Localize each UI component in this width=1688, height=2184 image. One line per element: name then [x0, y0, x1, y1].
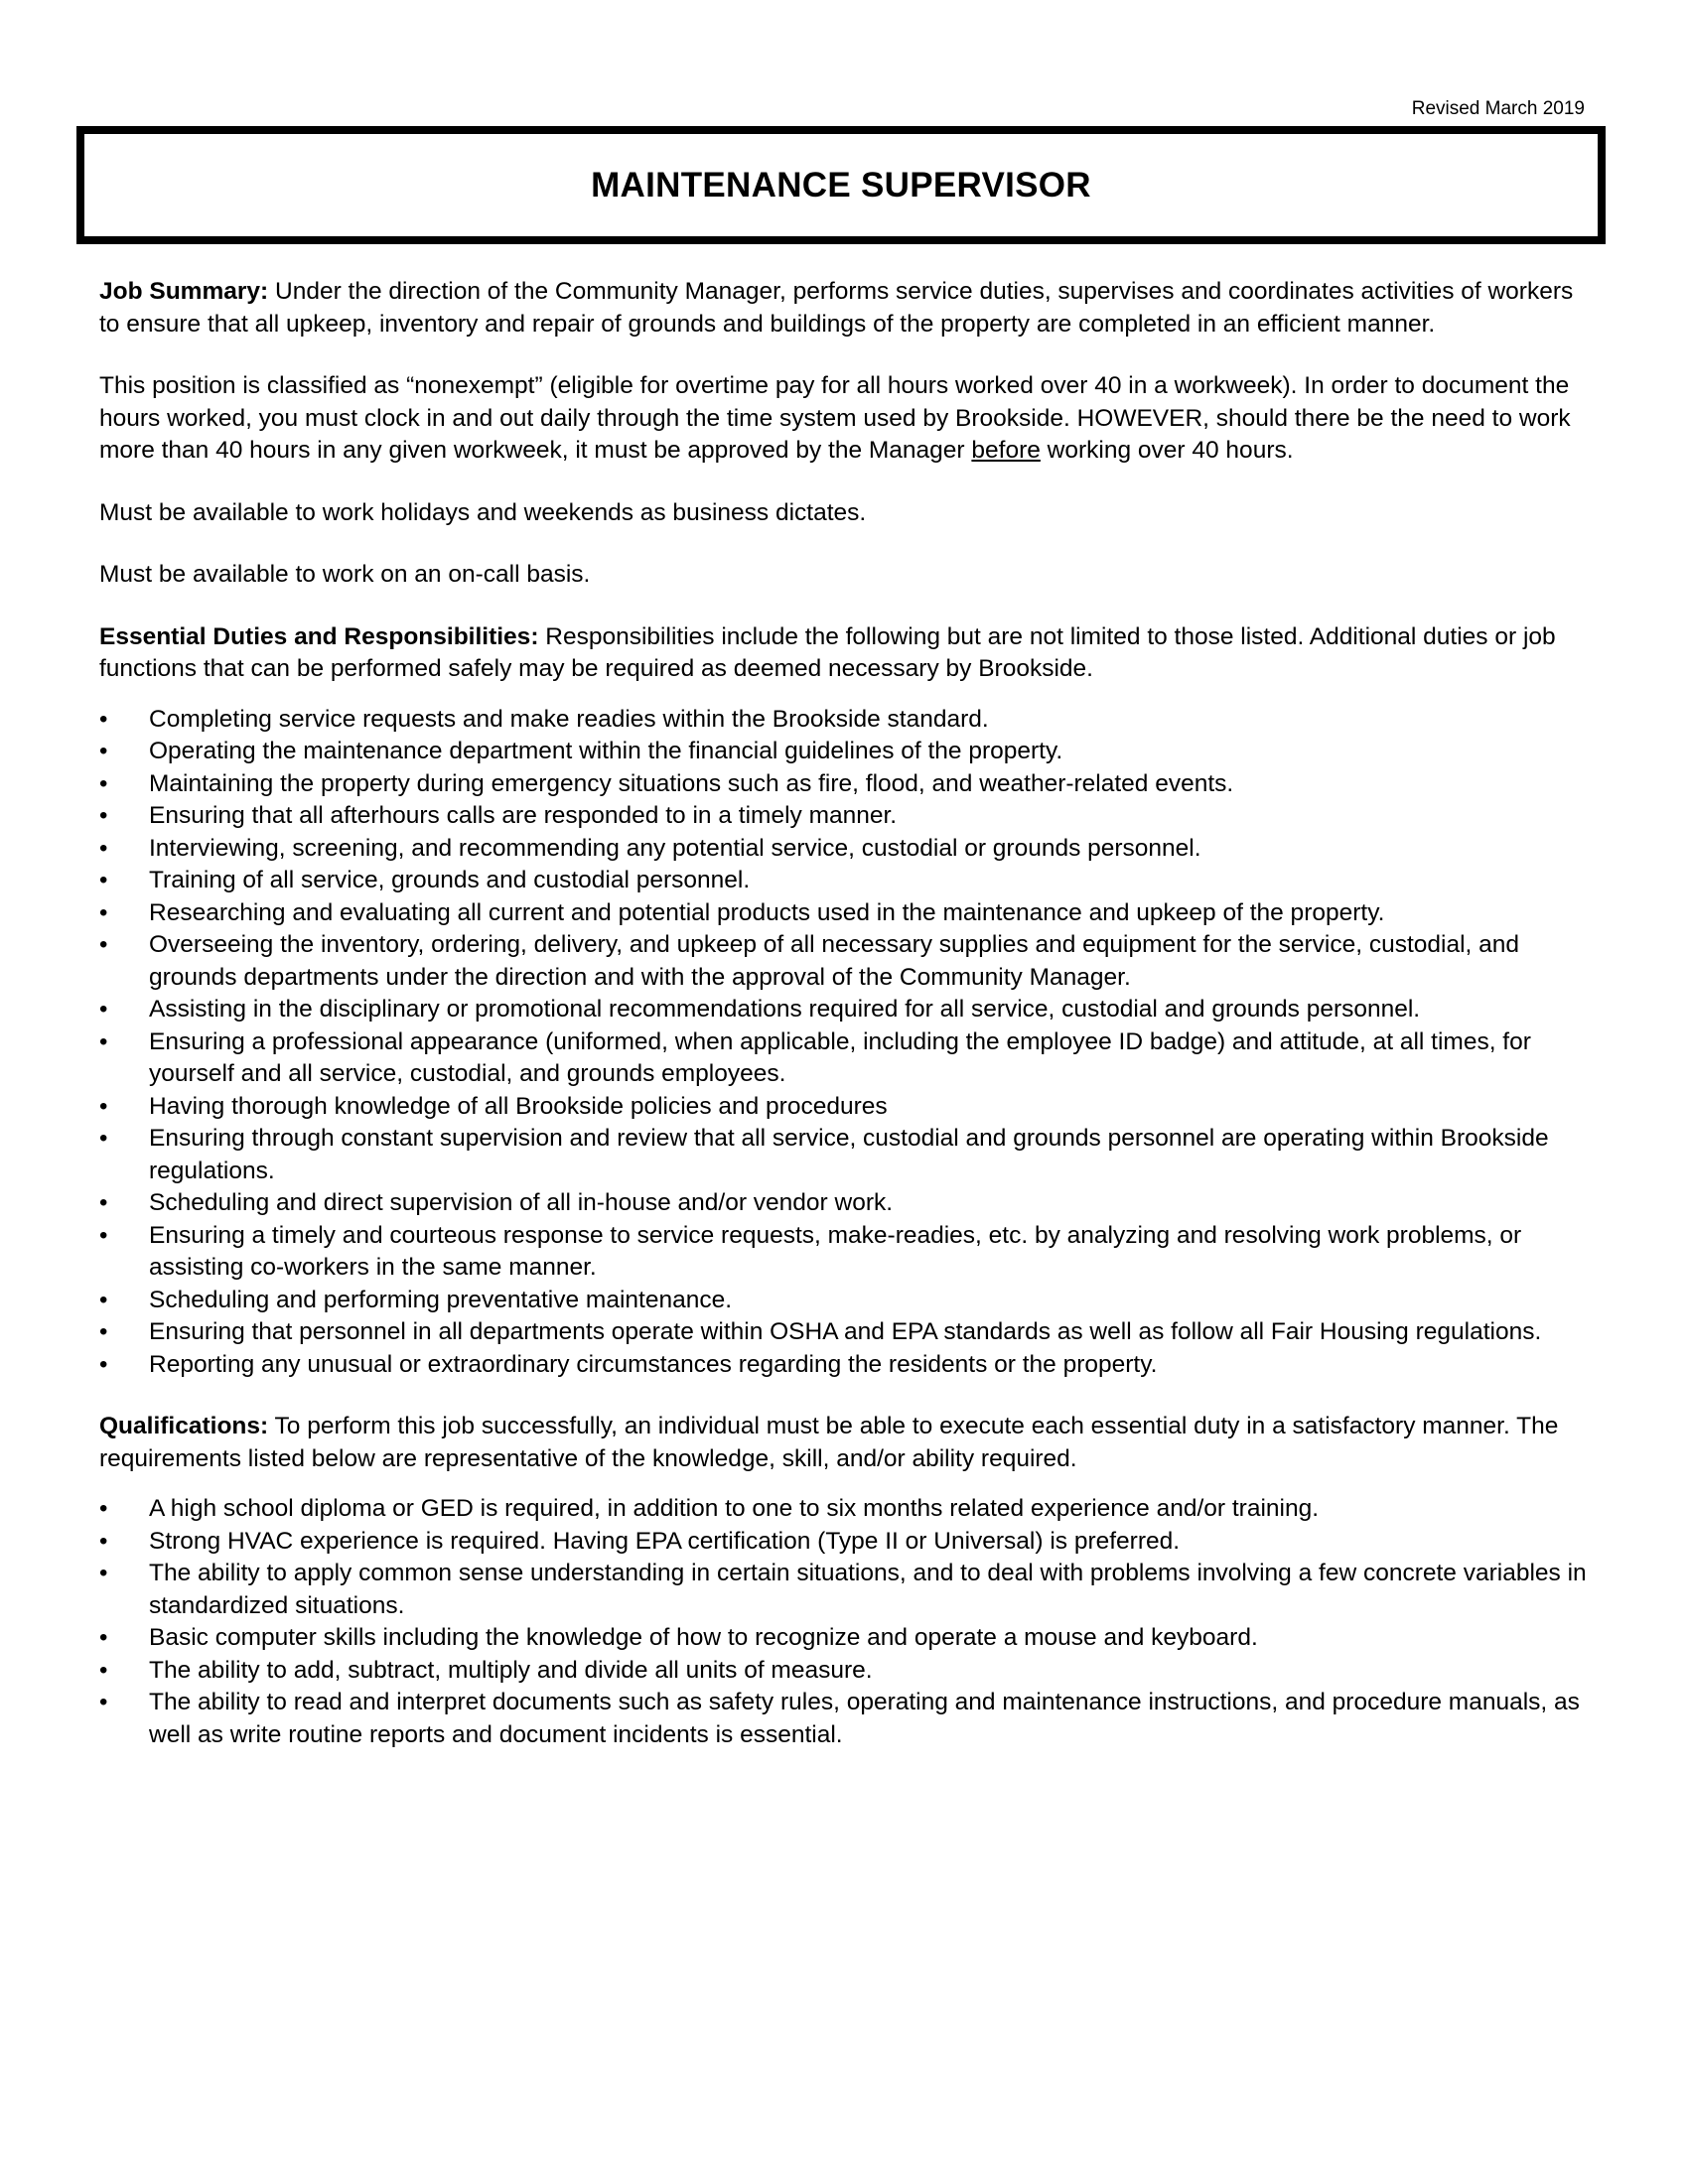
page-title: MAINTENANCE SUPERVISOR: [591, 165, 1091, 205]
list-item: • The ability to read and interpret documents such as safety rules, operating and maintenance instructions, and procedure manuals, as well as write routine reports and document incidents is essential.: [99, 1687, 1594, 1751]
classification-text: This position is classified as “nonexempt” (eligible for overtime pay for all hours worked over 40 in a workweek). In order to document the hours worked, you must clock in and out daily through the time system used by Brookside. HOWEVER, should there be the need to work more than 40 hours in any given workweek, it must be approved by the Manager: [99, 372, 1571, 464]
list-item: • Ensuring a timely and courteous response to service requests, make-readies, etc. by analyzing and resolving work problems, or assisting co-workers in the same manner.: [99, 1220, 1594, 1285]
list-item: • Ensuring that all afterhours calls are responded to in a timely manner.: [99, 800, 1594, 833]
job-summary-label: Job Summary:: [99, 278, 269, 305]
list-item: • Researching and evaluating all current and potential products used in the maintenance and upkeep of the property.: [99, 897, 1594, 930]
classification-paragraph: [99, 370, 1594, 468]
list-item: • Operating the maintenance department within the financial guidelines of the property.: [99, 736, 1594, 768]
list-item: • Ensuring through constant supervision and review that all service, custodial and grounds personnel are operating within Brookside regulations.: [99, 1123, 1594, 1187]
list-item: • The ability to apply common sense understanding in certain situations, and to deal with problems involving a few concrete variables in standardized situations.: [99, 1558, 1594, 1622]
list-item: • Having thorough knowledge of all Brookside policies and procedures: [99, 1091, 1594, 1124]
list-item: • Ensuring that personnel in all departments operate within OSHA and EPA standards as well as follow all Fair Housing regulations.: [99, 1316, 1594, 1349]
job-summary-text: Under the direction of the Community Manager, performs service duties, supervises and coordinates activities of workers to ensure that all upkeep, inventory and repair of grounds and buildings of the property are completed in an efficient manner.: [99, 278, 1574, 338]
classification-text-end: working over 40 hours.: [1040, 437, 1294, 464]
qualifications-list: [99, 1493, 1594, 1751]
list-item: • The ability to add, subtract, multiply and divide all units of measure.: [99, 1655, 1594, 1688]
list-item: • Scheduling and performing preventative maintenance.: [99, 1285, 1594, 1317]
list-item: • Reporting any unusual or extraordinary circumstances regarding the residents or the property.: [99, 1349, 1594, 1382]
list-item: • Interviewing, screening, and recommending any potential service, custodial or grounds personnel.: [99, 833, 1594, 866]
document-body: [99, 276, 1594, 1781]
list-item: • Basic computer skills including the knowledge of how to recognize and operate a mouse and keyboard.: [99, 1622, 1594, 1655]
job-summary-paragraph: [99, 276, 1594, 341]
availability-on-call: Must be available to work on an on-call basis.: [99, 561, 591, 588]
revision-date: Revised March 2019: [1411, 98, 1585, 119]
qualifications-label: Qualifications:: [99, 1413, 269, 1439]
list-item: • Maintaining the property during emergency situations such as fire, flood, and weather-related events.: [99, 768, 1594, 801]
qualifications-paragraph: [99, 1411, 1594, 1475]
list-item: • Strong HVAC experience is required. Having EPA certification (Type II or Universal) is preferred.: [99, 1526, 1594, 1559]
duties-paragraph: [99, 621, 1594, 686]
list-item: • Training of all service, grounds and custodial personnel.: [99, 865, 1594, 897]
duties-list: [99, 704, 1594, 1382]
list-item: • Overseeing the inventory, ordering, delivery, and upkeep of all necessary supplies and equipment for the service, custodial, and grounds departments under the direction and with the approval of the Community Manager.: [99, 929, 1594, 994]
list-item: • Assisting in the disciplinary or promotional recommendations required for all service, custodial and grounds personnel.: [99, 994, 1594, 1026]
duties-label: Essential Duties and Responsibilities:: [99, 622, 539, 650]
duties-intro: Responsibilities include the following but are not limited to those listed. Additional duties or job functions that can be performed safely may be required as deemed necessary by Brookside.: [99, 622, 1556, 682]
list-item: • Completing service requests and make readies within the Brookside standard.: [99, 704, 1594, 737]
classification-emphasis: before: [971, 437, 1041, 464]
list-item: • Ensuring a professional appearance (uniformed, when applicable, including the employee ID badge) and attitude, at all times, for yourself and all service, custodial, and grounds employees.: [99, 1026, 1594, 1091]
qualifications-intro: To perform this job successfully, an individual must be able to execute each essential duty in a satisfactory manner. The requirements listed below are representative of the knowledge, skill, and/or ability required.: [99, 1413, 1559, 1472]
list-item: • Scheduling and direct supervision of all in-house and/or vendor work.: [99, 1187, 1594, 1220]
title-box: [76, 126, 1606, 244]
list-item: • A high school diploma or GED is required, in addition to one to six months related experience and/or training.: [99, 1493, 1594, 1526]
availability-holidays: Must be available to work holidays and weekends as business dictates.: [99, 498, 867, 526]
